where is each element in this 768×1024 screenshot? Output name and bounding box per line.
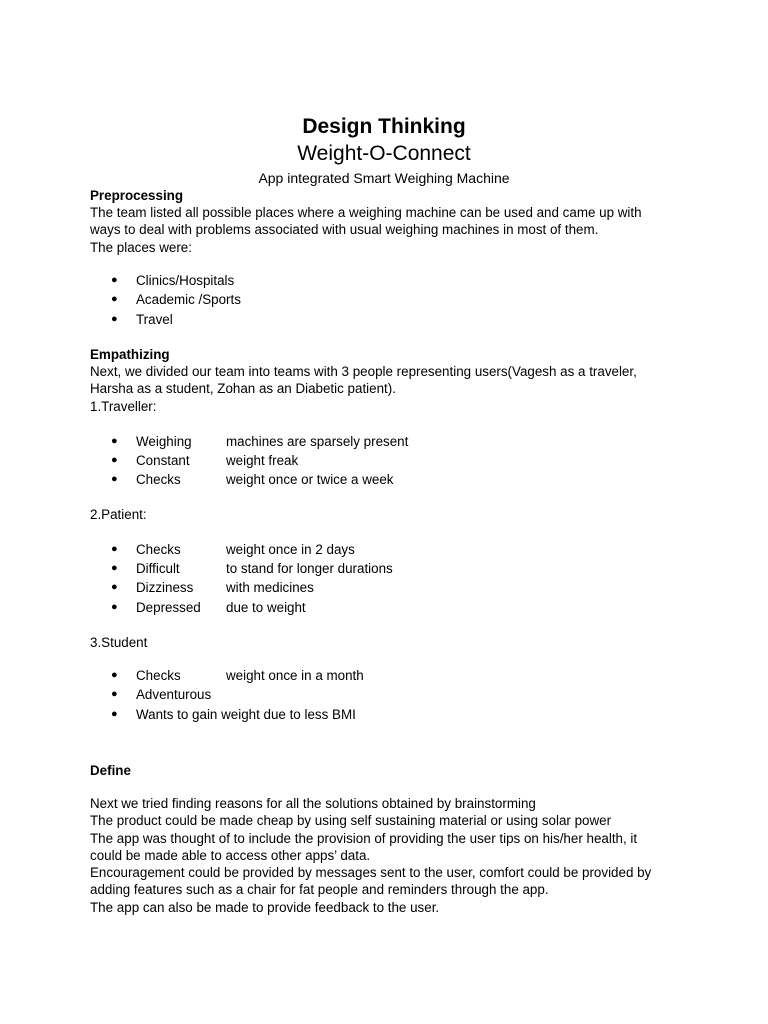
- paragraph-line: The app was thought of to include the provision of providing the user tips on his/her health, it: [90, 830, 638, 846]
- bullet-icon: ●: [111, 543, 118, 555]
- patient-label: 2.Patient:: [90, 507, 147, 522]
- document-title: Design Thinking: [302, 115, 466, 138]
- paragraph-line: Next we tried finding reasons for all the solutions obtained by brainstorming: [90, 796, 536, 811]
- document-page: Design Thinking Weight-O-Connect App integrated Smart Weighing Machine Preprocessing The team listed all possible places where a weighing machine can be used and came up with ways to deal with problems associated with usual weighing machines in most of them. The places were: ● Clinics/Hospitals ● Academic /Sports ● Travel Empathizing Next, we divided our team into teams with 3 people representing users(Vagesh as a traveler, Harsha as a student, Zohan as an Diabetic patient). 1.Traveller: ● Weighing machines are sparsely present ● Constant weight freak ● Checks weight once or twice a week 2.Patient: ● Checks weight once in 2 days ● Difficult to stand for longer durations ● Dizziness with medicines ● Depressed due to weight 3.Student ● Checks weight once in a month ● Adventurous ● Wants to gain weight due to less BMI Define Next we tried finding reasons for all the solutions obtained by brainstorming The product could be made cheap by using self sustaining material or using solar power The app was thought of to include the provision of providing the user tips on his/her health, it could be made able to access other apps’ data. Encouragement could be provided by messages sent to the user, comfort could be provided by adding features such as a chair for fat people and reminders through the app. The app can also be made to provide feedback to the user.: [0, 0, 768, 1024]
- bullet-icon: ●: [111, 313, 118, 325]
- bullet-icon: ●: [111, 293, 118, 305]
- student-label: 3.Student: [90, 635, 148, 650]
- preprocessing-heading: Preprocessing: [90, 188, 184, 203]
- bullet-icon: ●: [111, 435, 118, 447]
- bullet-icon: ●: [111, 473, 118, 485]
- bullet-icon: ●: [111, 708, 118, 720]
- bullet-icon: ●: [111, 562, 118, 574]
- bullet-icon: ●: [111, 274, 118, 286]
- define-heading: Define: [90, 763, 131, 778]
- paragraph-line: Next, we divided our team into teams with 3 people representing users(Vagesh as a traveler,: [90, 364, 637, 379]
- paragraph-line: The product could be made cheap by using self sustaining material or using solar power: [90, 813, 612, 829]
- paragraph-line: The app can also be made to provide feedback to the user.: [90, 899, 440, 915]
- preprocessing-paragraph: [90, 204, 690, 256]
- bullet-icon: ●: [111, 688, 118, 700]
- empathizing-heading: Empathizing: [90, 347, 170, 362]
- bullet-icon: ●: [111, 454, 118, 466]
- paragraph-line: Harsha as a student, Zohan as an Diabetic patient).: [90, 381, 396, 397]
- paragraph-line: The places were:: [90, 239, 192, 255]
- paragraph-line: adding features such as a chair for fat people and reminders through the app.: [90, 882, 549, 898]
- bullet-icon: ●: [111, 601, 118, 613]
- document-tagline: App integrated Smart Weighing Machine: [258, 170, 510, 186]
- traveller-label: 1.Traveller:: [90, 398, 157, 414]
- bullet-icon: ●: [111, 669, 118, 681]
- paragraph-line: The team listed all possible places where a weighing machine can be used and came up with: [90, 205, 642, 220]
- bullet-icon: ●: [111, 581, 118, 593]
- document-subtitle: Weight-O-Connect: [297, 142, 471, 165]
- paragraph-line: Encouragement could be provided by messages sent to the user, comfort could be provided by: [90, 865, 652, 881]
- paragraph-line: ways to deal with problems associated with usual weighing machines in most of them.: [90, 222, 599, 238]
- empathizing-paragraph: [90, 363, 690, 415]
- paragraph-line: could be made able to access other apps’ data.: [90, 847, 371, 863]
- define-paragraph: [90, 795, 690, 916]
